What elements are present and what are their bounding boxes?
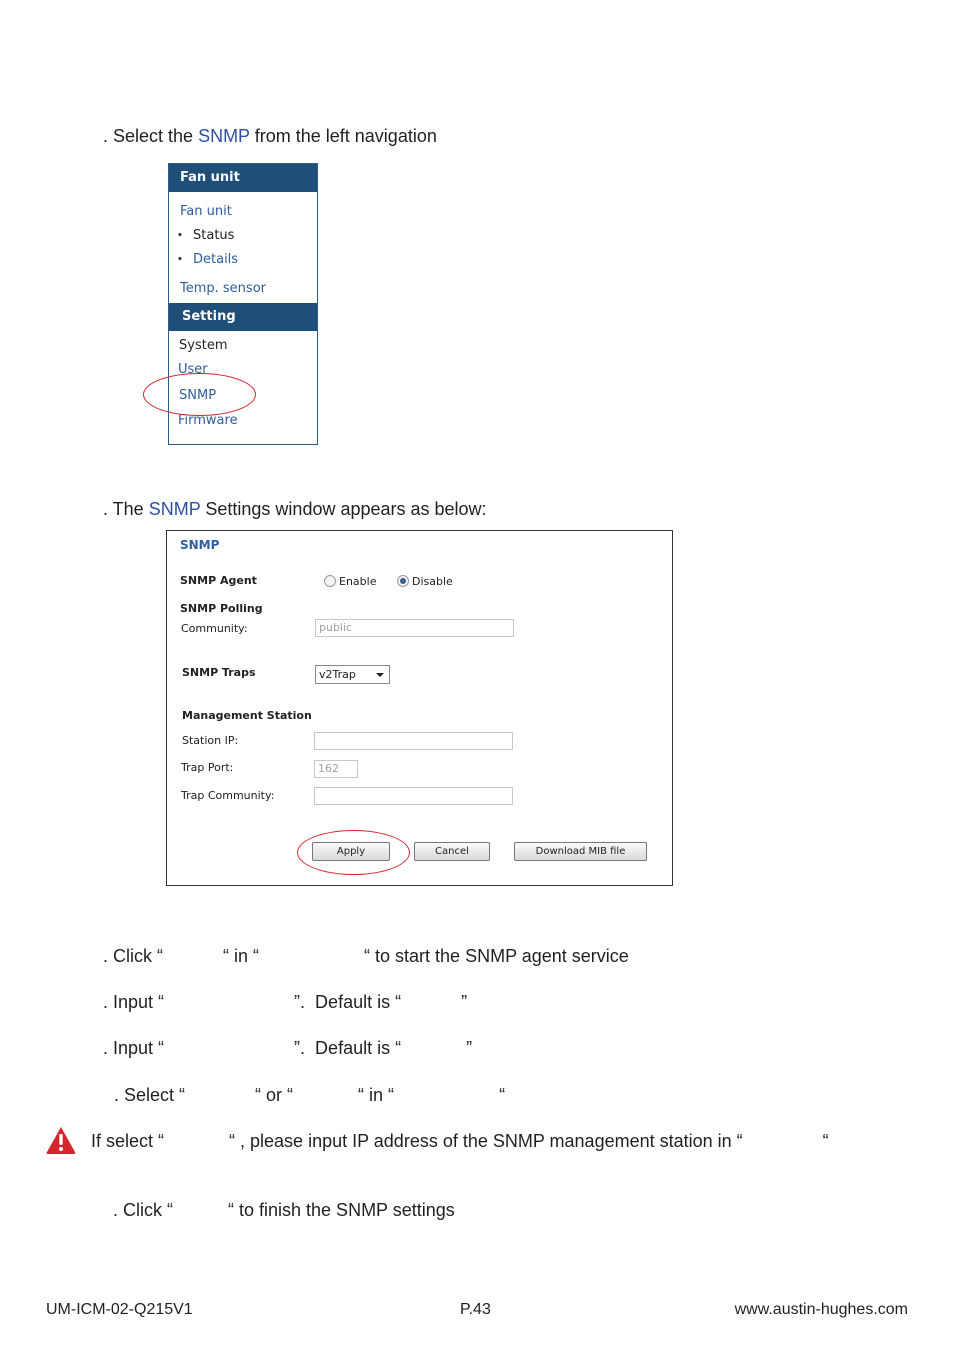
warning-text: If select “ “ , please input IP address of the SNMP management station in “ “	[91, 1131, 829, 1151]
step-2-text: . The SNMP Settings window appears as below:	[103, 499, 487, 519]
warning-icon	[45, 1125, 77, 1155]
community-label: Community:	[181, 622, 248, 635]
step-5-text: . Input “ ”. Default is “ ”	[103, 1038, 473, 1058]
footer-page-number: P.43	[460, 1301, 491, 1318]
nav-header-fan-unit: Fan unit	[169, 164, 317, 192]
nav-link-details[interactable]: Details	[193, 252, 239, 267]
snmp-polling-label: SNMP Polling	[180, 602, 263, 615]
chevron-down-icon	[376, 673, 384, 677]
nav-header-setting: Setting	[169, 303, 317, 331]
download-mib-button[interactable]: Download MIB file	[514, 842, 647, 861]
trap-port-label: Trap Port:	[181, 761, 234, 774]
step-1-text: . Select the SNMP from the left navigation	[103, 126, 437, 146]
snmp-highlight-ellipse	[143, 373, 256, 416]
snmp-highlight: SNMP	[198, 126, 250, 146]
step-6-text: . Select “ “ or “ “ in “ “	[114, 1085, 506, 1105]
step-7-text: . Click “ “ to finish the SNMP settings	[113, 1200, 455, 1220]
community-input[interactable]: public	[315, 619, 514, 637]
bullet-icon: •	[178, 253, 182, 265]
snmp-traps-label: SNMP Traps	[182, 666, 256, 679]
footer-website: www.austin-hughes.com	[734, 1301, 908, 1318]
enable-label: Enable	[339, 575, 377, 588]
snmp-panel-title: SNMP	[180, 538, 220, 552]
cancel-button[interactable]: Cancel	[414, 842, 490, 861]
step-4-text: . Input “ ”. Default is “ ”	[103, 992, 468, 1012]
snmp-traps-selected-value: v2Trap	[319, 668, 356, 681]
enable-radio[interactable]	[324, 575, 336, 587]
apply-highlight-ellipse	[297, 830, 410, 875]
nav-link-temp-sensor[interactable]: Temp. sensor	[180, 281, 266, 296]
snmp-highlight: SNMP	[148, 499, 201, 519]
bullet-icon: •	[178, 229, 182, 241]
nav-link-snmp[interactable]: SNMP	[179, 388, 217, 403]
snmp-agent-label: SNMP Agent	[180, 574, 257, 587]
footer-doc-id: UM-ICM-02-Q215V1	[46, 1301, 193, 1318]
station-ip-label: Station IP:	[182, 734, 239, 747]
nav-item-status[interactable]: Status	[193, 228, 235, 243]
snmp-settings-window	[166, 530, 673, 886]
trap-port-input[interactable]: 162	[314, 760, 358, 778]
disable-label: Disable	[412, 575, 453, 588]
trap-community-label: Trap Community:	[181, 789, 275, 802]
disable-radio[interactable]	[397, 575, 409, 587]
apply-button[interactable]: Apply	[312, 842, 390, 861]
nav-link-fan-unit[interactable]: Fan unit	[180, 204, 232, 219]
trap-community-input[interactable]	[314, 787, 513, 805]
nav-item-system[interactable]: System	[179, 338, 228, 353]
nav-link-user[interactable]: User	[178, 362, 208, 377]
management-station-label: Management Station	[182, 709, 312, 722]
nav-link-firmware[interactable]: Firmware	[178, 413, 238, 428]
station-ip-input[interactable]	[314, 732, 513, 750]
step-3-text: . Click “ “ in “ “ to start the SNMP agent service	[103, 946, 629, 966]
snmp-traps-select[interactable]	[315, 665, 390, 684]
